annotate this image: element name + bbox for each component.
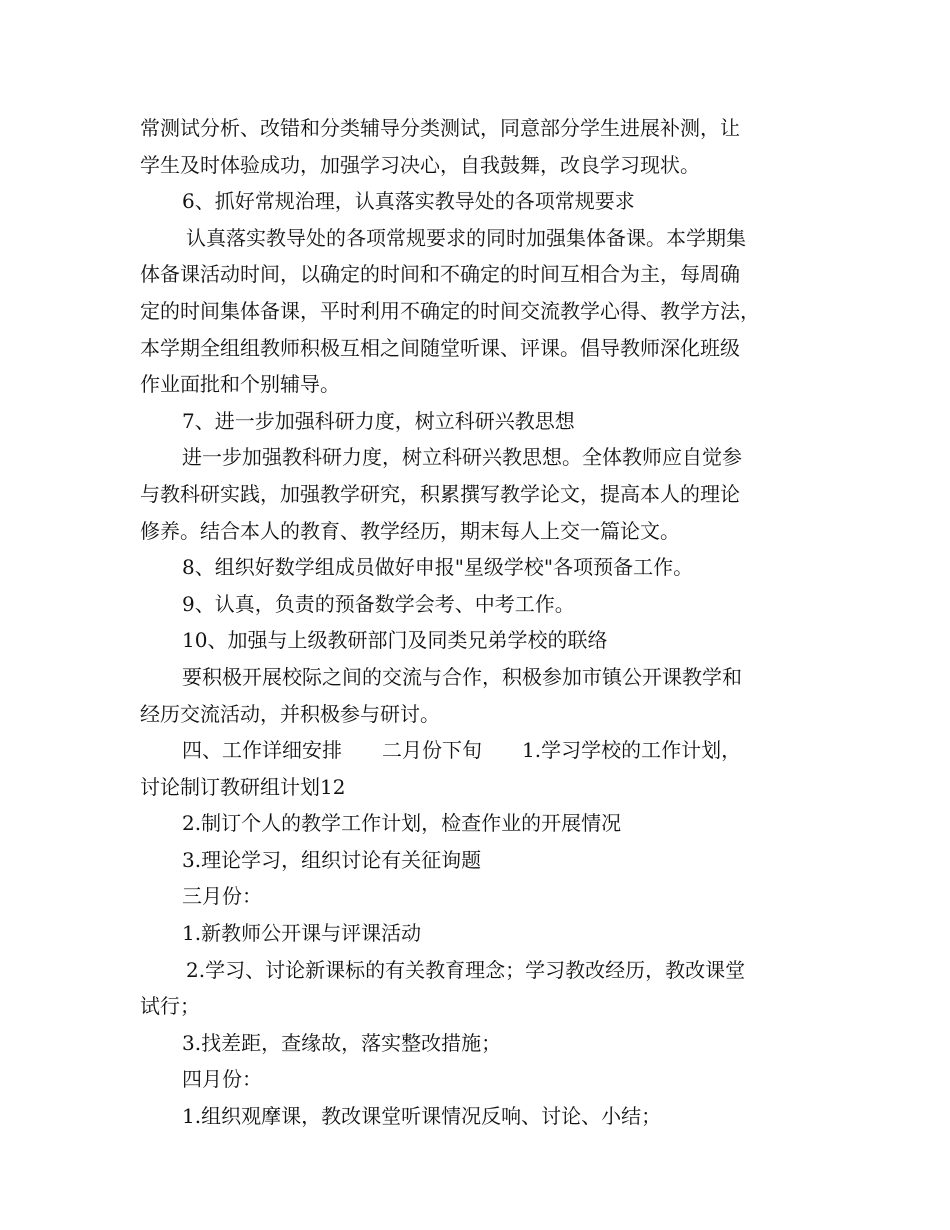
month-heading: 三月份：	[182, 884, 262, 909]
text-line: 试行；	[140, 994, 200, 1019]
text-line: 体备课活动时间，以确定的时间和不确定的时间互相合为主，每周确	[140, 262, 740, 287]
text-line: 修养。结合本人的教育、教学经历，期末每人上交一篇论文。	[140, 518, 680, 543]
section-heading: 9、认真，负责的预备数学会考、中考工作。	[182, 591, 575, 616]
text-line: 与教科研实践，加强教学研究，积累撰写教学论文，提高本人的理论	[140, 481, 740, 506]
document-body	[140, 110, 830, 1135]
text-line: 经历交流活动，并积极参与研讨。	[140, 701, 440, 726]
list-item: 3.理论学习，组织讨论有关征询题	[182, 847, 482, 872]
text-line: 讨论制订教研组计划12	[140, 774, 346, 799]
section-heading: 7、进一步加强科研力度，树立科研兴教思想	[182, 408, 575, 433]
text-line: 定的时间集体备课，平时利用不确定的时间交流教学心得、教学方法，	[140, 298, 760, 323]
text-line: 作业面批和个别辅导。	[140, 372, 340, 397]
section-heading: 6、抓好常规治理，认真落实教导处的各项常规要求	[182, 189, 635, 214]
text-line: 本学期全组组教师积极互相之间随堂听课、评课。倡导教师深化班级	[140, 335, 740, 360]
section-heading: 8、组织好数学组成员做好申报"星级学校"各项预备工作。	[182, 555, 694, 580]
list-item: 3.找差距，查缘故，落实整改措施；	[182, 1030, 502, 1055]
list-item: 2.制订个人的教学工作计划，检查作业的开展情况	[182, 811, 622, 836]
section-heading: 四、工作详细安排 二月份下旬 1.学习学校的工作计划，	[182, 738, 742, 763]
text-line: 进一步加强教科研力度，树立科研兴教思想。全体教师应自觉参	[182, 445, 742, 470]
section-heading: 10、加强与上级教研部门及同类兄弟学校的联络	[182, 628, 608, 653]
text-line: 认真落实教导处的各项常规要求的同时加强集体备课。本学期集	[186, 225, 746, 250]
list-item: 1.组织观摩课，教改课堂听课情况反响、讨论、小结；	[182, 1104, 662, 1129]
text-line: 要积极开展校际之间的交流与合作，积极参加市镇公开课教学和	[182, 664, 742, 689]
month-heading: 四月份：	[182, 1067, 262, 1092]
list-item: 1.新教师公开课与评课活动	[182, 921, 422, 946]
text-line: 常测试分析、改错和分类辅导分类测试，同意部分学生进展补测，让	[140, 116, 740, 140]
text-line: 学生及时体验成功，加强学习决心，自我鼓舞，改良学习现状。	[140, 152, 700, 177]
list-item: 2.学习、讨论新课标的有关教育理念；学习教改经历，教改课堂	[186, 957, 746, 982]
